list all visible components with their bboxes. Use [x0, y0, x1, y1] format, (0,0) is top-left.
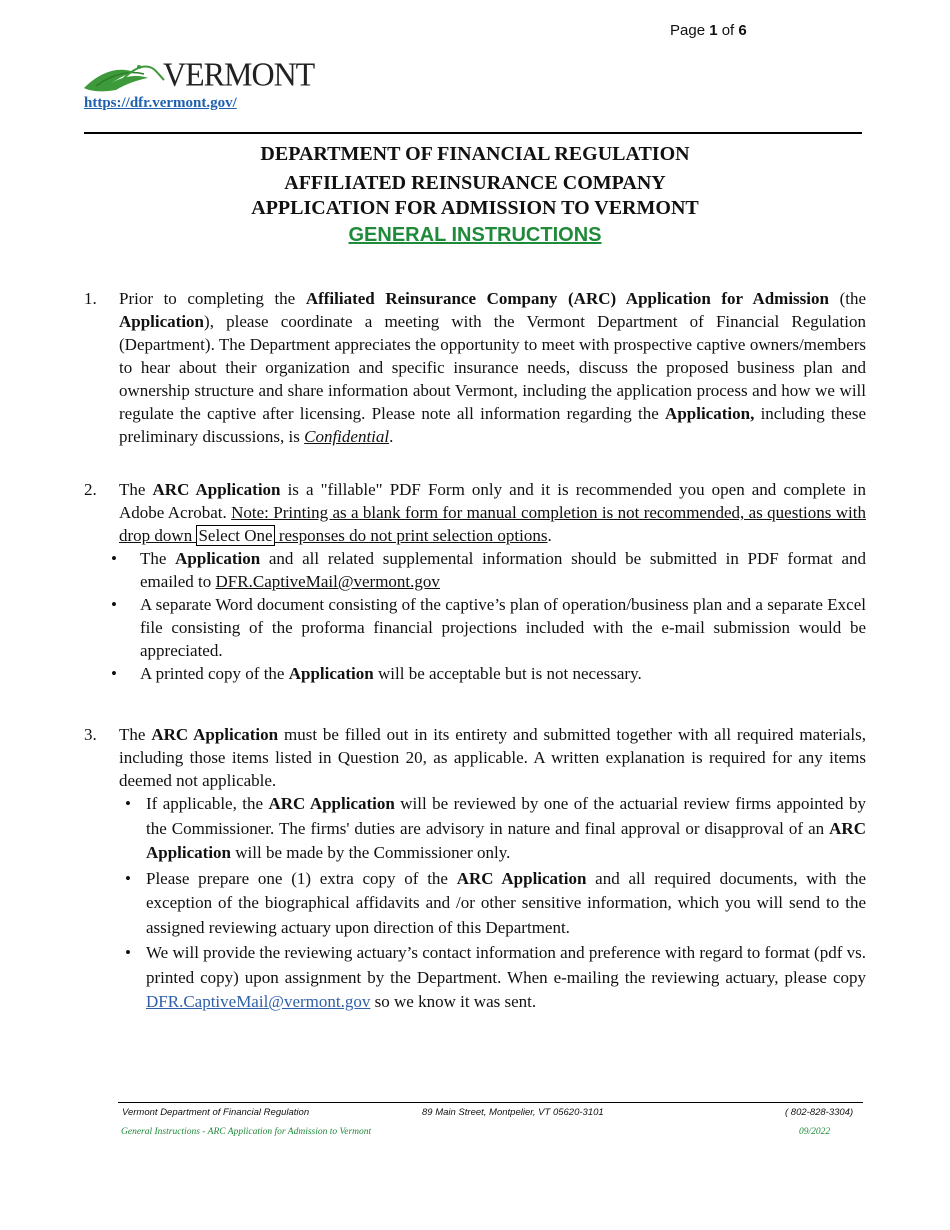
title-company: AFFILIATED REINSURANCE COMPANY: [284, 172, 666, 194]
item-2-text: The ARC Application is a "fillable" PDF Form only and it is recommended you open and complete in Adobe Acrobat. Note: Printing as a blank form for manual completion is not recommended, as questions with drop down Select One responses do not print selection options.: [119, 480, 866, 545]
item-2-bullets: [84, 547, 866, 685]
email-link[interactable]: DFR.CaptiveMail@vermont.gov: [146, 992, 371, 1011]
footer-doc-title: General Instructions - ARC Application for Admission to Vermont: [121, 1127, 372, 1137]
footer-phone: ( 802-828-3304): [785, 1107, 854, 1118]
logo-text: VERMONT: [163, 55, 315, 93]
item-number: 2.: [84, 480, 97, 499]
item-3-text: The ARC Application must be filled out in its entirety and submitted together with all required materials, including those items listed in Question 20, as applicable. A written explanation is required for any items deemed not applicable.: [119, 725, 866, 790]
instruction-item-1: [84, 287, 866, 448]
bullet-icon: •: [111, 664, 117, 683]
page-number: Page 1 of 6: [670, 22, 747, 39]
bullet-icon: •: [125, 794, 131, 813]
footer-address: 89 Main Street, Montpelier, VT 05620-3101: [422, 1107, 604, 1118]
title-general-instructions: GENERAL INSTRUCTIONS: [348, 224, 602, 246]
title-application: APPLICATION FOR ADMISSION TO VERMONT: [251, 197, 699, 219]
item-3-bullets: [84, 792, 866, 1015]
item-1-text: Prior to completing the Affiliated Reinsurance Company (ARC) Application for Admission (the Application), please coordinate a meeting with the Vermont Department of Financial Regulation (Department). The Department appreciates the opportunity to meet with prospective captive owners/members to hear about their organization and specific insurance needs, discuss the proposed business plan and ownership structure and share information about Vermont, including the application process and how we will regulate the captive after licensing. Please note all information regarding the Application, including these preliminary discussions, is Confidential.: [119, 289, 866, 446]
list-item: • If applicable, the ARC Application will be reviewed by one of the actuarial review firms appointed by the Commissioner. The firms' duties are advisory in nature and final approval or disapproval of an ARC Application will be made by the Commissioner only.: [125, 794, 866, 862]
header-divider: [84, 132, 862, 134]
select-one-box: Select One: [198, 526, 273, 545]
list-item: • Please prepare one (1) extra copy of the ARC Application and all required documents, with the exception of the biographical affidavits and /or other sensitive information, which you will send to the assigned reviewing actuary upon direction of this Department.: [125, 868, 866, 937]
instruction-item-3: [84, 723, 866, 1016]
item-number: 1.: [84, 289, 97, 308]
title-department: DEPARTMENT OF FINANCIAL REGULATION: [260, 143, 690, 165]
bullet-icon: •: [125, 943, 131, 962]
instruction-item-2: [84, 478, 866, 685]
footer-date: 09/2022: [799, 1127, 831, 1137]
footer-divider: [118, 1102, 863, 1103]
site-url-link[interactable]: https://dfr.vermont.gov/: [84, 95, 237, 111]
item-number: 3.: [84, 725, 97, 744]
list-item: • A separate Word document consisting of the captive’s plan of operation/business plan and a separate Excel file consisting of the proforma financial projections included with the e-mail submission would be appreciated.: [111, 595, 866, 660]
bullet-icon: •: [111, 595, 117, 614]
footer-org: Vermont Department of Financial Regulation: [122, 1107, 310, 1118]
email-link[interactable]: DFR.CaptiveMail@vermont.gov: [215, 572, 440, 591]
list-item: • A printed copy of the Application will be acceptable but is not necessary.: [111, 664, 642, 683]
list-item: • The Application and all related supplemental information should be submitted in PDF format and emailed to DFR.CaptiveMail@vermont.gov: [111, 549, 866, 591]
bullet-icon: •: [111, 549, 117, 568]
bullet-icon: •: [125, 868, 131, 888]
list-item: • We will provide the reviewing actuary’s contact information and preference with regard to format (pdf vs. printed copy) upon assignment by the Department. When e-mailing the reviewing actuary, please copy DFR.CaptiveMail@vermont.gov so we know it was sent.: [125, 943, 866, 1011]
